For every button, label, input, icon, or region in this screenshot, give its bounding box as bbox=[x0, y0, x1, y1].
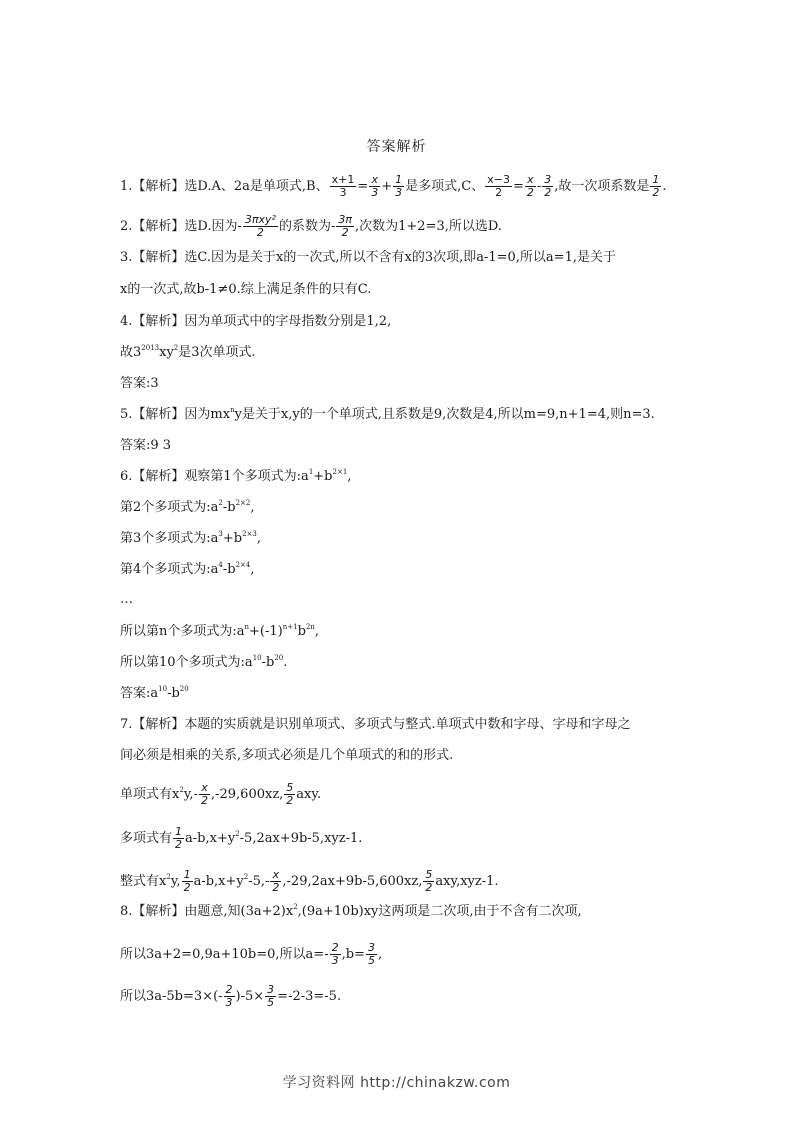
answer-5-answer: 答案:9 3 bbox=[120, 438, 172, 453]
answer-6-ellipsis: … bbox=[120, 592, 133, 607]
answer-6-line-2: 第2个多项式为$:a^2-b^{2\times 2}$, bbox=[120, 499, 255, 515]
answer-7-integral-expressions: 整式有$x^2y$, $\frac{1}{2}$ $a-b,x+y^2-5,-$ $\frac{x}{2}$ ,-29,2ax+9b-5,600xz, $\frac{5}{2}$ axy,xyz-1. bbox=[120, 868, 499, 894]
answer-8-line-1: 8.【解析】由题意,知$(3a+2)x^2,(9a+10b)xy$这两项是二次项,由于不含有二次项, bbox=[120, 903, 582, 919]
answer-7-line-2: 间必须是相乘的关系,多项式必须是几个单项式的和的形式. bbox=[120, 748, 454, 763]
answer-4-answer: 答案:3 bbox=[120, 376, 159, 391]
answer-6-line-1: 6.【解析】观察第1个多项式为$:a^1+b^{2\times 1}$, bbox=[120, 468, 352, 484]
answer-6-line-4: 第4个多项式为$:a^4-b^{2\times 4}$, bbox=[120, 561, 255, 577]
answer-4-line-1: 4.【解析】因为单项式中的字母指数分别是1,2, bbox=[120, 314, 392, 329]
answer-6-line-6: 所以第10个多项式为$:a^{10}-b^{20}$. bbox=[120, 654, 288, 670]
answer-8-line-2: 所以3a+2=0,9a+10b=0,所以a=- $\frac{2}{3}$ ,b= $\frac{3}{5}$ , bbox=[120, 941, 383, 967]
answer-4-line-2: 故$3^{2013}xy^2$是3次单项式. bbox=[120, 344, 256, 360]
answer-3-line-1: 3.【解析】选C.因为是关于x的一次式,所以不含有x的3次项,即a-1=0,所以a=1,是关于 bbox=[120, 250, 616, 265]
page-title: 答案解析 bbox=[366, 139, 427, 155]
answer-5: 5.【解析】因为$mx^ny$是关于x,y的一个单项式,且系数是9,次数是4,所以m=9,n+1=4,则n=3. bbox=[120, 406, 655, 422]
answer-7-line-1: 7.【解析】本题的实质就是识别单项式、多项式与整式.单项式中数和字母、字母和字母之 bbox=[120, 717, 631, 732]
footer-watermark: 学习资料网 http://chinakzw.com bbox=[282, 1075, 511, 1091]
answer-8-line-3: 所以3a-5b=3×(- $\frac{2}{3}$ )-5× $\frac{3}{5}$ =-2-3=-5. bbox=[120, 983, 342, 1009]
answer-7-monomials: 单项式有$x^2y,-$ $\frac{x}{2}$ ,-29,600xz, $\frac{5}{2}$ axy. bbox=[120, 781, 322, 807]
answer-7-polynomials: 多项式有 $\frac{1}{2}$ $a-b,x+y^2-5,2ax+9b-5,xyz-1$. bbox=[120, 825, 363, 851]
answer-2: 2.【解析】选D.因为- $\frac{\text{3πxy²}}{2}$ 的系数为- $\frac{3\pi}{2}$ ,次数为1+2=3,所以选D. bbox=[120, 213, 502, 239]
answer-1: 1.【解析】选D.A、2a是单项式,B、 $\frac{x+1}{3}$ = $\frac{x}{3}$ + $\frac{1}{3}$ 是多项式,C、 $\frac{x-3}{2}$ = $\frac{x}{2}$ - $\frac{3}{2}$ ,故一次项系数是 $\frac{1}{2}$ . bbox=[120, 173, 667, 199]
answer-6-answer: 答案$:a^{10}-b^{20}$ bbox=[120, 685, 189, 701]
answer-3-line-2: x的一次式,故b-1≠0.综上满足条件的只有C. bbox=[120, 282, 372, 297]
answer-6-line-5: 所以第n个多项式为$:a^n+(-1)^{n+1}b^{2n}$, bbox=[120, 623, 319, 639]
answer-6-line-3: 第3个多项式为$:a^3+b^{2\times 3}$, bbox=[120, 530, 262, 546]
